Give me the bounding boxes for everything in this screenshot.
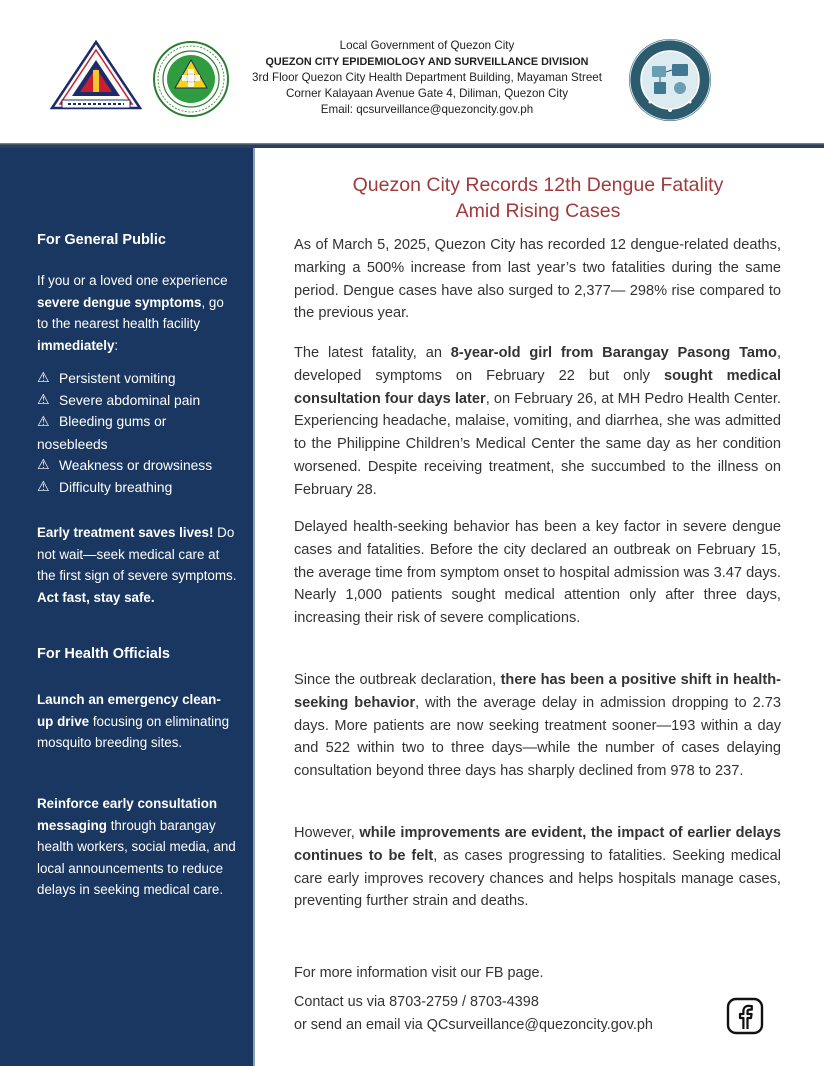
intro-text-3: : [114,337,119,353]
consultation-messaging-emphasis: Reinforce early consultation messaging [37,796,218,833]
paragraph-3: Delayed health-seeking behavior has been a key factor in severe dengue cases and fatalities. Before the city declared an outbreak on February 15, the average time from symptom onset to hospital admission was 3.47 days. Nearly 1,000 patients sought medical attention only after three days, increasing their risk of severe complications. [294,519,781,627]
p5-emphasis-impact: while improvements are evident, the impact of earlier delays continues to be felt [294,825,782,864]
lungsod-quezon-seal-icon [50,40,142,112]
general-public-heading: For General Public [37,232,166,248]
fb-page-note: For more information visit our FB page. [294,965,544,981]
contact-numbers: Contact us via 8703-2759 / 8703-4398 [294,994,539,1010]
intro-text-2: , go to the nearest health facility [37,294,224,331]
p2-emphasis-delay: sought medical consultation four days later [294,367,781,407]
symptom-item [37,477,237,499]
org-line-address-1: 3rd Floor Quezon City Health Department Building, Mayaman Street [252,71,602,84]
sidebar-edge [253,148,255,1066]
intro-emphasis-symptoms: severe dengue symptoms [37,294,202,310]
cleanup-drive-note [37,689,237,754]
health-department-seal-icon [152,40,230,118]
p4-text-2: , with the average delay in admission dropping to 2.73 days. More patients are now seeking treatment sooner—193 within a day and 522 within two to three days—while the number of cases delaying consultation beyond three days has sharply declined from 978 to 237. [294,694,781,780]
organization-address-block [236,38,618,118]
symptom-item [37,368,237,390]
p4-emphasis-shift: there has been a positive shift in health-seeking behavior [294,672,781,711]
general-public-intro [37,270,237,356]
intro-text-1: If you or a loved one experience [37,273,228,288]
early-treatment-emphasis: Early treatment saves lives! [37,525,214,540]
org-line-division: QUEZON CITY EPIDEMIOLOGY AND SURVEILLANCE DIVISION [265,56,589,68]
symptom-item [37,455,237,477]
warning-triangle-icon: ⚠ [37,370,50,386]
org-line-address-2: Corner Kalayaan Avenue Gate 4, Diliman, Quezon City [285,87,569,100]
intro-emphasis-immediately: immediately [37,337,115,353]
symptom-item [37,390,237,412]
consultation-messaging-note [37,793,237,901]
symptom-label: Difficulty breathing [59,479,173,495]
p2-text-2: , developed symptoms on February 22 but only [294,345,781,384]
warning-triangle-icon: ⚠ [37,457,50,473]
symptom-label: Bleeding gums or nosebleeds [37,414,167,452]
warning-triangle-icon: ⚠ [37,391,50,408]
warning-triangle-icon: ⚠ [37,478,50,495]
early-treatment-note [37,522,237,608]
symptom-list [37,368,237,498]
p2-text-1: The latest fatality, an [294,345,451,361]
p2-text-3: , on February 26, at MH Pedro Health Center. Experiencing headache, malaise, vomiting, and diarrhea, she was admitted to the Philippine Children’s Medical Center the same day as her condition worsened. Despite receiving treatment, she succumbed to the illness on February 28. [294,390,781,498]
article-title-line-1: Quezon City Records 12th Dengue Fatality [352,174,724,196]
consultation-messaging-text: through barangay health workers, social media, and local announcements to reduce delays in seeking medical care. [37,817,236,897]
act-fast-emphasis: Act fast, stay safe. [37,589,155,605]
org-line-email: Email: qcsurveillance@quezoncity.gov.ph [320,103,534,116]
contact-email: or send an email via QCsurveillance@quezoncity.gov.ph [294,1017,653,1033]
p2-emphasis-victim: 8-year-old girl from Barangay Pasong Tamo [450,345,777,361]
epidemiology-division-seal-icon [628,38,712,122]
sidebar [0,148,253,1066]
article-title-line-2: Amid Rising Cases [455,200,621,222]
health-officials-heading: For Health Officials [37,646,170,662]
org-line-lgu: Local Government of Quezon City [339,39,515,52]
letterhead [0,0,824,145]
warning-triangle-icon: ⚠ [37,414,50,430]
paragraph-5 [294,822,781,913]
cleanup-drive-text: focusing on eliminating mosquito breeding sites. [37,713,230,750]
symptom-item [37,411,237,455]
symptom-label: Weakness or drowsiness [59,458,213,473]
symptom-label: Severe abdominal pain [59,392,201,408]
article-title [294,172,782,224]
p4-text-1: Since the outbreak declaration, [294,672,501,688]
paragraph-2 [294,342,781,502]
p5-text-2: , as cases progressing to fatalities. Seeking medical care early improves recovery chances and helps hospitals manage cases, preventing further strain and deaths. [294,847,782,910]
paragraph-4 [294,669,781,783]
facebook-icon[interactable] [726,997,764,1035]
early-treatment-text: Do not wait—seek medical care at the first sign of severe symptoms. [37,525,237,583]
cleanup-drive-emphasis: Launch an emergency clean-up drive [37,692,221,729]
paragraph-1: As of March 5, 2025, Quezon City has recorded 12 dengue-related deaths, marking a 500% increase from last year’s two fatalities during the same period. Dengue cases have also surged to 2,377— 298% rise compared to the previous year. [294,237,781,322]
p5-text-1: However, [294,825,360,841]
symptom-label: Persistent vomiting [59,371,176,386]
